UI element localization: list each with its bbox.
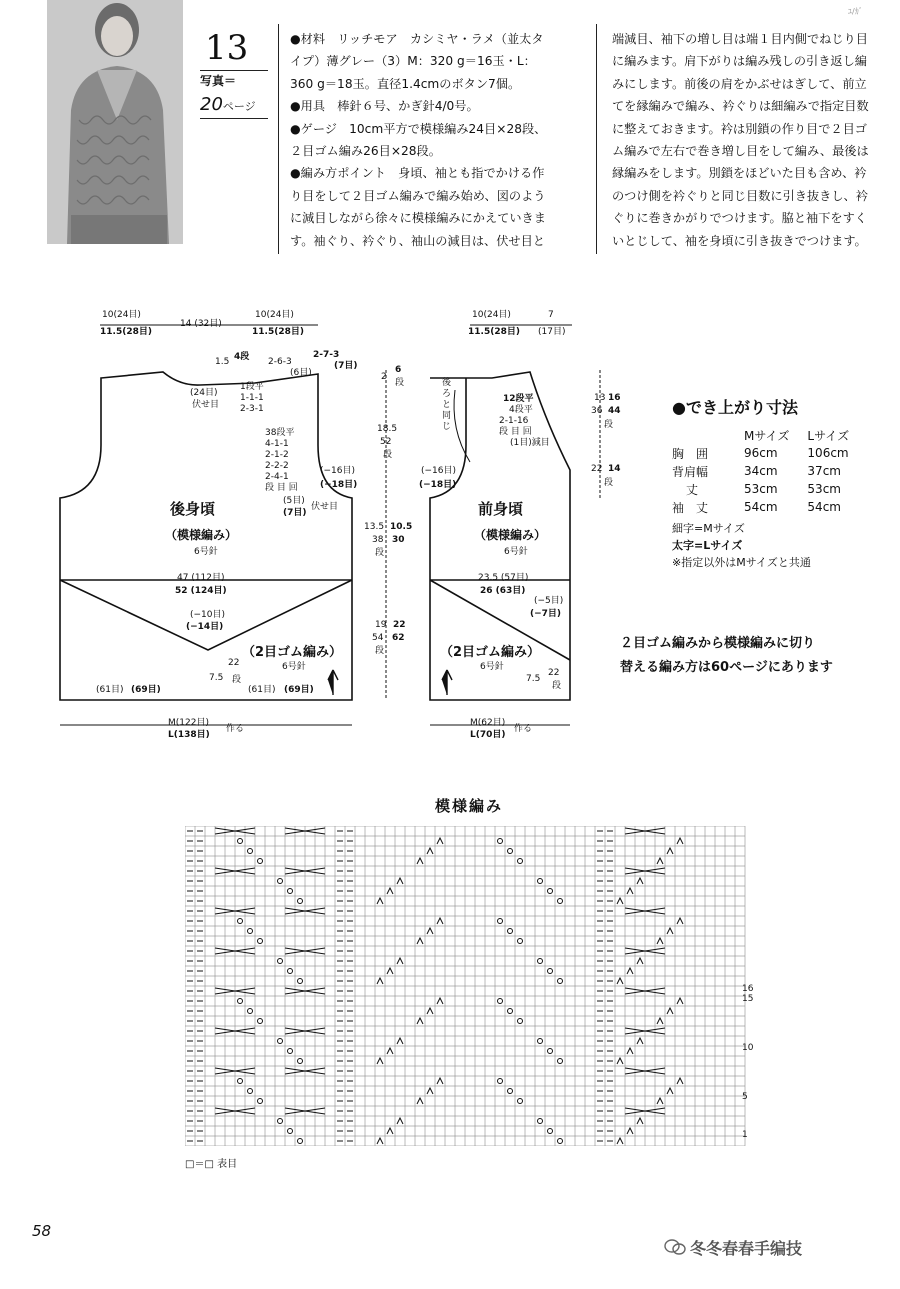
front-side-rows-m: 36 (591, 406, 603, 416)
switch-note-line1: ２目ゴム編みから模様編みに切り (620, 636, 816, 651)
back-neck-bind: (24目) (190, 388, 218, 398)
front-top-right-m: 7 (548, 310, 554, 320)
front-rib-rows2: 段 (552, 681, 562, 691)
back-arm-bind-l: (7目) (283, 508, 307, 518)
back-shoulder-m2: (6目) (290, 368, 312, 378)
size-header-row (672, 426, 855, 444)
chart-legend: □＝□ 表目 (185, 1159, 238, 1170)
size-col-l: Lサイズ (807, 428, 850, 443)
back-rib-rows2: 段 (232, 675, 242, 685)
center-bot-m: 19 (375, 620, 387, 630)
instr-line: ム編みで左右で巻き増し目をして編み、最後は (612, 144, 869, 159)
size-row (672, 444, 855, 462)
photo-label: 写真＝ (200, 74, 237, 88)
size-row-label: 丈 (686, 482, 699, 497)
back-top-left-l: 11.5(28目) (100, 327, 152, 337)
center-mid-l: 10.5 (390, 522, 413, 532)
front-side-bot-m: 22 (591, 464, 603, 474)
back-neck-rows: 1.5 (215, 357, 230, 367)
front-side-bot-l: 14 (608, 464, 621, 474)
chart-row-1: 1 (742, 1130, 748, 1140)
back-width-m: 47 (112目) (177, 573, 225, 583)
instr-line: す。袖ぐり、衿ぐり、袖山の減目は、伏せ目と (290, 233, 545, 248)
center-arm-rows: 52 (380, 437, 392, 447)
size-row-label: 袖 丈 (672, 500, 709, 515)
back-stitch: （模様編み） (165, 528, 238, 542)
finished-sizes-title: ●でき上がり寸法 (672, 398, 798, 417)
switch-note (620, 632, 833, 680)
center-arm-m: 18.5 (377, 424, 398, 434)
page-number: 58 (32, 1222, 52, 1240)
size-row (672, 498, 855, 516)
size-row (672, 462, 855, 480)
center-mid-rows-m: 38 (372, 535, 384, 545)
front-dec-m: (−5目) (534, 596, 564, 606)
center-bot-rows-l: 62 (392, 633, 405, 643)
chart-row-5: 5 (742, 1092, 748, 1102)
front-neck-dec: (1目)減目 (510, 438, 550, 448)
instr-line: に減目しながら徐々に模様編みにかえていきま (290, 211, 546, 226)
center-mid-unit: 段 (375, 548, 385, 558)
back-top-mid: 14 (32目) (180, 319, 222, 329)
back-arm-width-l: (−18目) (320, 480, 358, 490)
size-row-label: 胸 囲 (672, 446, 709, 461)
size-note-common: ※指定以外はMサイズと共通 (672, 556, 811, 569)
back-bottom-left-l: (69目) (131, 685, 161, 695)
back-neck-bind2: 伏せ目 (192, 400, 220, 410)
stitch-chart-grid (185, 826, 755, 1146)
size-col-m: Mサイズ (744, 428, 790, 443)
back-arm-width-m: (−16目) (320, 466, 356, 476)
front-neck-dec: 4段平 (509, 405, 533, 415)
size-note-m: 細字=Mサイズ (672, 522, 745, 535)
center-top-m: 2 (381, 372, 387, 382)
front-needle: 6号針 (504, 547, 528, 557)
photo-page-number: 20 (200, 94, 223, 115)
instr-line: に編みます。肩下がりは編み残しの引き返し編 (612, 54, 867, 69)
instr-line: ●編み方ポイント 身頃、袖とも指でかける作 (290, 166, 545, 181)
back-bottom-left-m: (61目) (96, 685, 124, 695)
front-same-as-back: 後ろと同じ (442, 378, 452, 432)
instr-line: ●材料 リッチモア カシミヤ・ラメ（並太タ (290, 32, 544, 46)
front-neck-dec: 12段平 (503, 394, 534, 404)
pattern-number: 13 (205, 28, 249, 68)
instr-line: いとじして、袖を身頃に引き抜きでつけます。 (612, 233, 867, 248)
front-stitch: （模様編み） (474, 528, 547, 542)
back-top-right-l: 11.5(28目) (252, 327, 304, 337)
back-top-right-m: 10(24目) (255, 310, 294, 320)
back-arm-dec: 2-1-2 (265, 450, 289, 460)
instr-line: 縁編みをします。別鎖をほどいた目も含め、衿 (612, 166, 867, 181)
size-row-m: 53cm (744, 482, 778, 496)
back-dec-m: (−10目) (190, 610, 226, 620)
back-arm-dec: 2-4-1 (265, 472, 289, 482)
back-arm-dec: 38段平 (265, 428, 295, 438)
chart-row-15: 15 (742, 994, 754, 1004)
stitch-chart-title: 模様編み (435, 797, 504, 815)
size-row-m: 96cm (744, 446, 778, 460)
back-rib-rows: 22 (228, 658, 240, 668)
center-mid-m: 13.5 (364, 522, 385, 532)
instr-line: イプ）薄グレー（3）M：320 g＝16玉・L： (290, 54, 536, 69)
size-row-l: 53cm (807, 482, 841, 496)
center-mid-rows-l: 30 (392, 535, 405, 545)
instr-line: てを縁編みで編み、衿ぐりは細編みで指定目数 (612, 99, 869, 114)
front-rib-needle: 6号針 (480, 662, 504, 672)
switch-note-line2: 替える編み方は60ページにあります (620, 660, 833, 675)
front-side-bot-unit: 段 (604, 478, 614, 488)
front-top-left-l: 11.5(28目) (468, 327, 520, 337)
front-rib-depth: 7.5 (526, 674, 541, 684)
watermark: 冬冬春春手编技 (690, 1239, 803, 1258)
size-row-l: 37cm (807, 464, 841, 478)
back-cast-m: M(122目) (168, 718, 209, 728)
front-cast-suffix: 作る (514, 724, 533, 734)
front-dec-l: (−7目) (530, 609, 562, 619)
front-neck-dec: 2-1-16 (499, 416, 529, 426)
back-bottom-right-m: (61目) (248, 685, 276, 695)
size-row-label: 背肩幅 (672, 464, 709, 479)
front-cast-l: L(70目) (470, 730, 506, 740)
front-title: 前身頃 (478, 500, 524, 518)
size-row-m: 54cm (744, 500, 778, 514)
front-neck-dec: 段 目 回 (499, 427, 532, 437)
instr-line: ●ゲージ 10cm平方で模様編み24目×28段、 (290, 121, 547, 136)
front-rib-label: （2目ゴム編み） (440, 645, 541, 660)
instr-line: のつけ側を衿ぐりと同じ目数に引き抜きし、衿 (612, 188, 868, 203)
center-top-unit: 段 (395, 378, 405, 388)
center-top-l: 6 (395, 365, 402, 375)
corner-mark: ﾕ/ｶﾞ (848, 7, 863, 16)
back-shoulder-l2: (7目) (334, 361, 358, 371)
size-row (672, 480, 855, 498)
size-row-m: 34cm (744, 464, 778, 478)
back-arm-dec: 4-1-1 (265, 439, 289, 449)
center-bot-l: 22 (393, 620, 406, 630)
instr-line: に整えておきます。衿は別鎖の作り目で２目ゴ (612, 121, 867, 136)
front-side-top-l: 16 (608, 393, 621, 403)
front-side-unit: 段 (604, 420, 614, 430)
back-top-left-m: 10(24目) (102, 310, 141, 320)
center-bot-unit: 段 (375, 646, 385, 656)
front-top-left-m: 10(24目) (472, 310, 511, 320)
chart-row-10: 10 (742, 1043, 754, 1053)
back-shoulder-l: 2-7-3 (313, 350, 340, 360)
size-row-l: 106cm (807, 446, 849, 460)
front-top-right-l: (17目) (538, 327, 566, 337)
front-width-m: 23.5 (57目) (478, 573, 529, 583)
instr-line: 360 g＝18玉。直径1.4cmのボタン7個。 (290, 76, 521, 91)
back-neck-dec: 2-3-1 (240, 404, 264, 414)
back-dec-l: (−14目) (186, 622, 224, 632)
front-cast-m: M(62目) (470, 718, 506, 728)
instr-line: ２目ゴム編み26目×28段。 (290, 144, 441, 159)
size-note-l: 太字=Lサイズ (672, 539, 743, 552)
back-rib-needle: 6号針 (282, 662, 306, 672)
back-neck-dec: 1-1-1 (240, 393, 264, 403)
center-bot-rows-m: 54 (372, 633, 384, 643)
back-title: 後身頃 (170, 500, 216, 518)
back-arm-bind-label: 伏せ目 (311, 502, 339, 512)
instr-line: り目をして２目ゴム編みで編み始め、図のよう (290, 188, 546, 203)
back-needle: 6号針 (194, 547, 218, 557)
photo-page-suffix: ページ (222, 100, 256, 113)
finished-sizes-table (672, 426, 855, 516)
instr-line: 端減目、袖下の増し目は端１目内側でねじり目 (612, 32, 868, 46)
back-shoulder-m: 2-6-3 (268, 357, 292, 367)
instr-line: ●用具 棒針６号、かぎ針4/0号。 (290, 99, 479, 114)
front-width-l: 26 (63目) (480, 586, 526, 596)
wechat-icon (664, 1238, 686, 1256)
center-arm-unit: 段 (383, 450, 393, 460)
back-arm-bind: (5目) (283, 496, 305, 506)
front-arm-width-l: (−18目) (419, 480, 457, 490)
back-arm-dec: 段 目 回 (265, 483, 298, 493)
front-side-rows-l: 44 (608, 406, 621, 416)
size-row-l: 54cm (807, 500, 841, 514)
back-rib-label: （2目ゴム編み） (242, 645, 343, 660)
front-rib-rows: 22 (548, 668, 560, 678)
back-arm-dec: 2-2-2 (265, 461, 289, 471)
front-arm-width-m: (−16目) (421, 466, 457, 476)
back-rib-depth: 7.5 (209, 673, 224, 683)
back-bottom-right-l: (69目) (284, 685, 314, 695)
front-side-top-m: 13 (594, 393, 606, 403)
back-neck-dec: 1段平 (240, 382, 264, 392)
back-width-l: 52 (124目) (175, 586, 227, 596)
instr-line: ぐりに巻きかがりでつけます。脇と袖下をすく (612, 211, 867, 226)
back-cast-suffix: 作る (226, 724, 245, 734)
back-neck-rows2: 4段 (234, 352, 250, 362)
instr-line: みにします。前後の肩をかぶせはぎして、前立 (612, 76, 867, 91)
back-cast-l: L(138目) (168, 730, 210, 740)
chart-row-16: 16 (742, 984, 754, 994)
